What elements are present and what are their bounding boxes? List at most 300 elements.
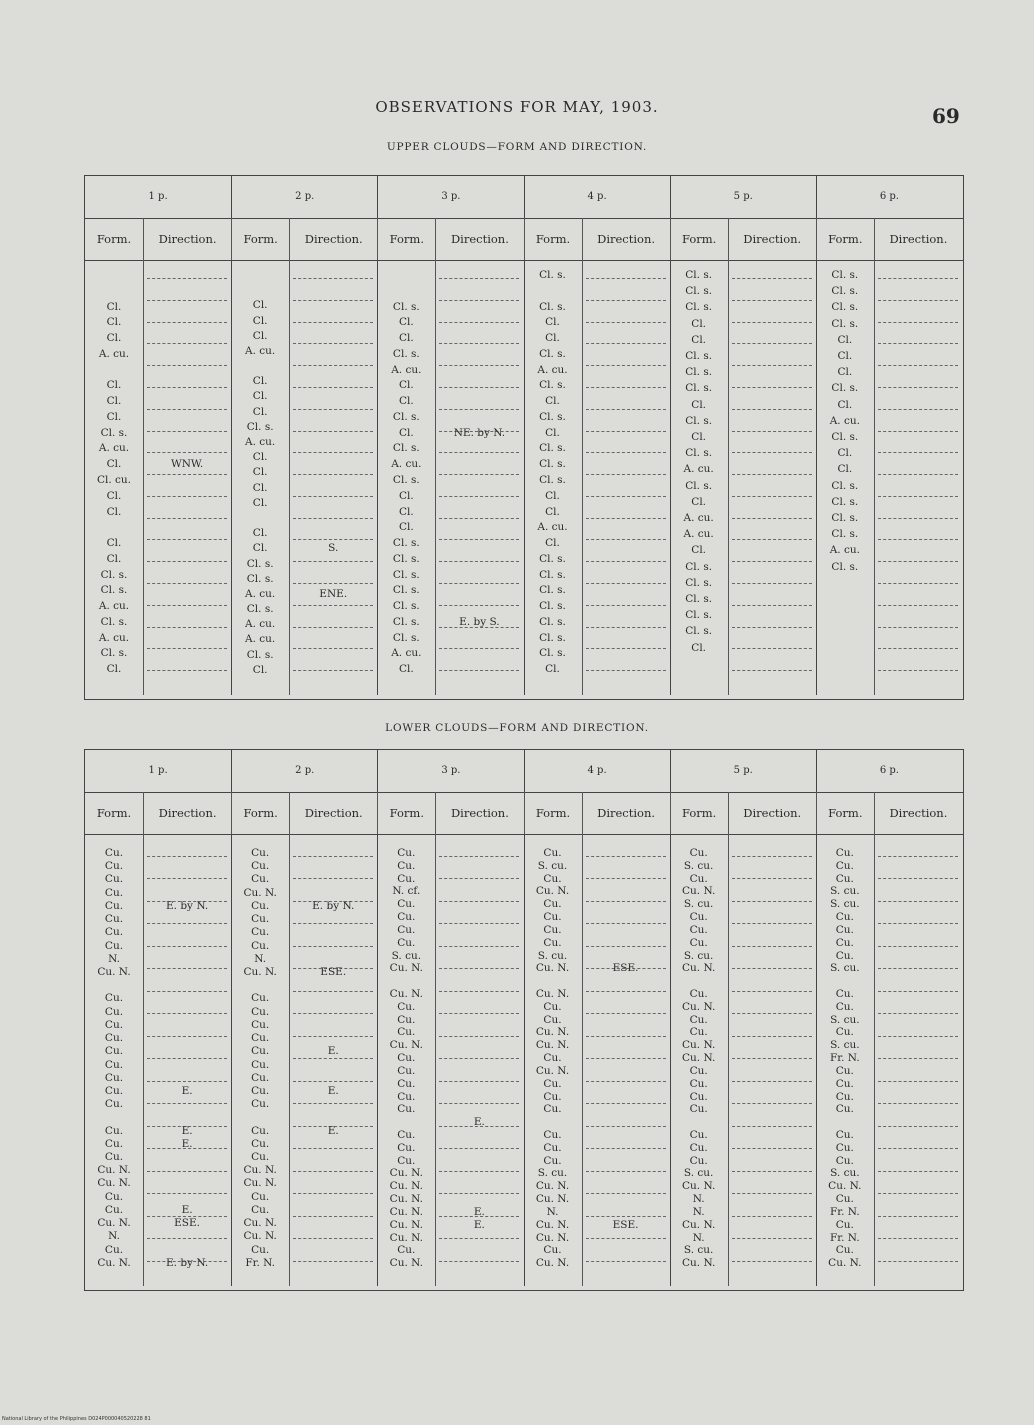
dashed-rule bbox=[147, 278, 227, 279]
form-entry: Cu. bbox=[104, 1071, 124, 1084]
form-entry: Cu. bbox=[251, 1124, 270, 1137]
form-entry: Cl. bbox=[545, 426, 560, 439]
dashed-rule bbox=[147, 627, 227, 628]
direction-header: Direction. bbox=[874, 792, 962, 834]
form-column-4 bbox=[524, 848, 582, 1283]
form-entry: Cl. s. bbox=[685, 609, 713, 622]
form-entry: Cl. s. bbox=[392, 615, 420, 628]
dashed-rule bbox=[878, 365, 958, 366]
dashed-rule bbox=[586, 583, 666, 584]
dashed-rule bbox=[586, 1238, 666, 1239]
form-entry: Cu. bbox=[251, 1190, 270, 1203]
dashed-rule bbox=[293, 1216, 373, 1217]
form-entry: Cu. N. bbox=[681, 1180, 716, 1193]
form-entry: Cl. bbox=[252, 663, 268, 676]
form-entry: Fr. N. bbox=[829, 1205, 860, 1218]
dashed-rule bbox=[293, 1036, 373, 1037]
form-entry: Cl. cu. bbox=[96, 474, 132, 486]
hour-header-3: 3 p. bbox=[377, 750, 523, 792]
dashed-rule bbox=[732, 343, 812, 344]
dashed-rule bbox=[878, 278, 958, 279]
direction-entry: E. bbox=[473, 1116, 485, 1129]
form-entry: Cu. bbox=[397, 898, 416, 911]
direction-entry: E. bbox=[181, 1137, 193, 1150]
form-entry: Cl. bbox=[252, 375, 268, 388]
form-entry: Cu. bbox=[251, 913, 270, 926]
direction-entry: ESE. bbox=[320, 965, 347, 978]
form-entry: Cl. bbox=[252, 451, 268, 464]
dashed-rule bbox=[147, 923, 227, 924]
dashed-rule bbox=[147, 561, 227, 562]
dashed-rule bbox=[293, 1081, 373, 1082]
form-entry: Cl. s. bbox=[831, 431, 859, 443]
dashed-rule bbox=[732, 322, 812, 323]
form-column-1 bbox=[85, 270, 143, 692]
form-entry: A. cu. bbox=[829, 544, 860, 557]
form-entry: Cu. bbox=[397, 911, 416, 924]
form-entry: S. cu. bbox=[830, 898, 860, 911]
form-entry: A. cu. bbox=[683, 463, 714, 476]
dashed-rule bbox=[147, 946, 227, 947]
dashed-rule bbox=[439, 583, 519, 584]
form-entry: Cl. bbox=[106, 410, 122, 423]
dashed-rule bbox=[147, 1171, 227, 1172]
dashed-rule bbox=[293, 1103, 373, 1104]
dashed-rule bbox=[293, 991, 373, 992]
dashed-rule bbox=[293, 474, 373, 475]
hour-header-5: 5 p. bbox=[670, 750, 816, 792]
dashed-rule bbox=[878, 1216, 958, 1217]
hour-header-6: 6 p. bbox=[816, 750, 962, 792]
dashed-rule bbox=[147, 670, 227, 671]
direction-header: Direction. bbox=[728, 792, 816, 834]
dashed-rule bbox=[147, 968, 227, 969]
form-entry: A. cu. bbox=[391, 647, 422, 660]
dashed-rule bbox=[293, 431, 373, 432]
form-header: Form. bbox=[377, 218, 435, 260]
form-entry: Cu. N. bbox=[389, 1218, 423, 1231]
form-entry: Cl. s. bbox=[831, 269, 859, 281]
dashed-rule bbox=[293, 946, 373, 947]
dashed-rule bbox=[878, 648, 958, 649]
form-header: Form. bbox=[231, 792, 289, 834]
dashed-rule bbox=[878, 991, 958, 992]
form-entry: Cl. s. bbox=[831, 479, 859, 492]
dashed-rule bbox=[439, 670, 519, 671]
form-entry: Cu. bbox=[251, 939, 270, 952]
form-entry: Cl. s. bbox=[246, 420, 274, 433]
dashed-rule bbox=[586, 1261, 666, 1262]
form-entry: Cu. N. bbox=[97, 965, 131, 978]
form-entry: S. cu. bbox=[683, 1167, 714, 1180]
form-entry: Cl. s. bbox=[539, 269, 566, 281]
dashed-rule bbox=[878, 946, 958, 947]
form-entry: Cu. bbox=[251, 1203, 270, 1216]
form-entry: Cu. N. bbox=[389, 1193, 423, 1206]
form-entry: A. cu. bbox=[391, 458, 422, 471]
form-entry: Cu. N. bbox=[535, 988, 570, 1000]
form-entry: Cl. bbox=[252, 314, 268, 327]
dashed-rule bbox=[732, 991, 812, 992]
form-entry: Cu. bbox=[397, 1026, 416, 1039]
form-entry: Cu. bbox=[835, 911, 854, 924]
dashed-rule bbox=[878, 1238, 958, 1239]
form-entry: Cu. bbox=[251, 873, 270, 886]
form-entry: S. cu. bbox=[683, 1244, 714, 1257]
form-entry: Cu. bbox=[104, 992, 124, 1005]
direction-entry: S. bbox=[328, 542, 339, 555]
dashed-rule bbox=[293, 496, 373, 497]
form-entry: Cl. s. bbox=[246, 603, 274, 616]
dashed-rule bbox=[732, 518, 812, 519]
dashed-rule bbox=[878, 1148, 958, 1149]
form-entry: Cl. bbox=[106, 489, 122, 502]
dashed-rule bbox=[147, 856, 227, 857]
dashed-rule bbox=[732, 968, 812, 969]
form-entry: Cl. s. bbox=[685, 269, 713, 281]
form-entry: Cl. s. bbox=[831, 285, 859, 298]
dashed-rule bbox=[586, 878, 666, 879]
dashed-rule bbox=[586, 1013, 666, 1014]
dashed-rule bbox=[293, 923, 373, 924]
dashed-rule bbox=[586, 1103, 666, 1104]
form-entry: Cl. bbox=[545, 332, 560, 345]
dashed-rule bbox=[147, 431, 227, 432]
hour-header-1: 1 p. bbox=[148, 191, 168, 202]
dashed-rule bbox=[878, 1126, 958, 1127]
form-entry: N. bbox=[254, 952, 267, 965]
form-entry: Cu. bbox=[397, 1000, 416, 1013]
form-entry: Cu. bbox=[104, 1243, 124, 1256]
dashed-rule bbox=[732, 923, 812, 924]
form-entry: Cu. N. bbox=[535, 1257, 570, 1270]
form-entry: Cu. bbox=[543, 1244, 562, 1257]
dashed-rule bbox=[586, 856, 666, 857]
form-entry: Cu. bbox=[689, 1090, 708, 1103]
form-entry: Cu. bbox=[835, 1090, 854, 1103]
form-entry: Cu. bbox=[104, 886, 124, 899]
form-entry: Cu. bbox=[397, 1052, 416, 1065]
form-column-2 bbox=[231, 270, 289, 692]
form-entry: Cl. s. bbox=[685, 350, 713, 362]
direction-column-6 bbox=[874, 848, 962, 1283]
form-entry: Cl. bbox=[691, 431, 707, 443]
direction-column-3 bbox=[435, 848, 523, 1283]
form-entry: Cu. bbox=[835, 1129, 854, 1141]
form-entry: Cu. bbox=[543, 1103, 562, 1116]
form-entry: Cu. bbox=[397, 872, 416, 885]
form-entry: Cu. bbox=[397, 1244, 416, 1257]
hour-header-3: 3 p. bbox=[377, 176, 523, 218]
dashed-rule bbox=[293, 1148, 373, 1149]
dashed-rule bbox=[732, 539, 812, 540]
dashed-rule bbox=[439, 1081, 519, 1082]
upper-clouds-title: UPPER CLOUDS—FORM AND DIRECTION. bbox=[386, 141, 648, 153]
dashed-rule bbox=[439, 648, 519, 649]
form-entry: Cu. bbox=[104, 913, 124, 926]
dashed-rule bbox=[878, 300, 958, 301]
form-entry: Cu. bbox=[543, 1077, 562, 1090]
dashed-rule bbox=[439, 1103, 519, 1104]
direction-column-4 bbox=[582, 270, 670, 692]
dashed-rule bbox=[293, 605, 373, 606]
form-header: Form. bbox=[524, 218, 582, 260]
dashed-rule bbox=[147, 878, 227, 879]
form-entry: Cl. bbox=[691, 495, 707, 508]
form-entry: Cl. s. bbox=[831, 528, 859, 541]
lower-clouds-title: LOWER CLOUDS—FORM AND DIRECTION. bbox=[385, 722, 649, 734]
form-entry: A. cu. bbox=[537, 363, 568, 376]
form-entry: Cl. bbox=[545, 489, 560, 502]
form-entry: Cu. bbox=[689, 1154, 708, 1167]
form-entry: Cu. bbox=[543, 923, 562, 936]
dashed-rule bbox=[147, 605, 227, 606]
dashed-rule bbox=[293, 1238, 373, 1239]
form-entry: Cl. bbox=[545, 395, 560, 408]
form-entry: Cu. bbox=[397, 936, 416, 949]
form-entry: Cu. N. bbox=[97, 1177, 131, 1190]
form-entry: Cu. N. bbox=[243, 1230, 277, 1243]
form-entry: Cu. N. bbox=[389, 1205, 423, 1218]
form-entry: Cl. bbox=[252, 466, 268, 479]
form-entry: Cu. N. bbox=[389, 1257, 423, 1270]
form-entry: Cu. bbox=[543, 1013, 562, 1026]
direction-column-5 bbox=[728, 270, 816, 692]
page-title: OBSERVATIONS FOR MAY, 1903. bbox=[375, 98, 659, 116]
dashed-rule bbox=[732, 387, 812, 388]
form-entry: S. cu. bbox=[391, 949, 422, 962]
dashed-rule bbox=[293, 322, 373, 323]
hour-header-6: 6 p. bbox=[816, 176, 962, 218]
dashed-rule bbox=[732, 1081, 812, 1082]
dashed-rule bbox=[878, 878, 958, 879]
form-entry: Fr. N. bbox=[829, 1052, 860, 1065]
form-entry: S. cu. bbox=[537, 859, 568, 872]
dashed-rule bbox=[439, 387, 519, 388]
form-entry: Cu. bbox=[543, 1141, 562, 1154]
form-entry: Cu. bbox=[835, 859, 854, 872]
form-entry: Cu. bbox=[104, 1137, 124, 1150]
form-entry: Cu. N. bbox=[243, 886, 277, 899]
dashed-rule bbox=[147, 343, 227, 344]
form-entry: Cl. s. bbox=[685, 625, 713, 638]
dashed-rule bbox=[586, 1081, 666, 1082]
form-entry: Cu. bbox=[104, 860, 124, 873]
dashed-rule bbox=[293, 452, 373, 453]
direction-entry: WNW. bbox=[170, 458, 204, 471]
form-entry: Fr. N. bbox=[829, 1231, 860, 1244]
dashed-rule bbox=[147, 496, 227, 497]
form-entry: Cu. bbox=[835, 1141, 854, 1154]
form-entry: Cu. bbox=[251, 1045, 270, 1058]
direction-header: Direction. bbox=[289, 792, 377, 834]
dashed-rule bbox=[878, 627, 958, 628]
form-entry: Cu. bbox=[543, 911, 562, 924]
dashed-rule bbox=[439, 474, 519, 475]
dashed-rule bbox=[147, 1058, 227, 1059]
form-column-5 bbox=[670, 270, 728, 692]
form-entry: Cl. s. bbox=[685, 285, 713, 298]
form-entry: A. cu. bbox=[829, 414, 860, 427]
form-entry: A. cu. bbox=[245, 633, 276, 646]
form-entry: Cu. bbox=[104, 1032, 124, 1045]
form-entry: Cl. bbox=[398, 426, 414, 439]
form-entry: S. cu. bbox=[537, 1167, 568, 1180]
form-entry: S. cu. bbox=[537, 949, 568, 962]
dashed-rule bbox=[439, 1036, 519, 1037]
dashed-rule bbox=[586, 1036, 666, 1037]
form-entry: Cu. bbox=[543, 898, 562, 911]
form-entry: Cl. s. bbox=[685, 366, 713, 379]
dashed-rule bbox=[293, 365, 373, 366]
form-entry: S. cu. bbox=[683, 949, 714, 962]
form-entry: Cu. bbox=[397, 1090, 416, 1103]
form-entry: Cu. bbox=[835, 1218, 854, 1231]
dashed-rule bbox=[732, 1148, 812, 1149]
form-entry: Cl. bbox=[106, 395, 122, 408]
direction-entry: E. by N. bbox=[165, 1256, 209, 1269]
form-entry: Cu. bbox=[397, 1077, 416, 1090]
form-entry: N. bbox=[108, 1230, 120, 1243]
direction-column-1 bbox=[143, 270, 231, 692]
dashed-rule bbox=[439, 878, 519, 879]
hour-header-2: 2 p. bbox=[231, 750, 377, 792]
form-entry: N. bbox=[692, 1193, 705, 1206]
form-entry: Cl. s. bbox=[539, 615, 566, 628]
form-entry: Cl. bbox=[106, 316, 122, 329]
form-entry: Cl. bbox=[252, 542, 268, 555]
dashed-rule bbox=[439, 539, 519, 540]
form-entry: Cu. bbox=[251, 1084, 270, 1097]
form-entry: Cl. bbox=[837, 398, 853, 411]
form-entry: Cu. N. bbox=[243, 1177, 277, 1190]
dashed-rule bbox=[293, 1193, 373, 1194]
dashed-rule bbox=[586, 923, 666, 924]
form-entry: Cu. N. bbox=[681, 1257, 716, 1270]
dashed-rule bbox=[732, 1171, 812, 1172]
direction-column-1 bbox=[143, 848, 231, 1283]
form-entry: Cl. bbox=[106, 663, 122, 676]
dashed-rule bbox=[878, 1036, 958, 1037]
form-entry: Cu. N. bbox=[243, 1164, 277, 1177]
direction-column-3 bbox=[435, 270, 523, 692]
dashed-rule bbox=[732, 648, 812, 649]
hour-header-row bbox=[85, 750, 963, 793]
form-entry: Cl. bbox=[398, 379, 414, 392]
form-entry: Cl. bbox=[545, 505, 560, 518]
form-entry: Cl. bbox=[252, 390, 268, 403]
dashed-rule bbox=[293, 387, 373, 388]
direction-header: Direction. bbox=[143, 218, 231, 260]
dashed-rule bbox=[878, 605, 958, 606]
form-entry: Cl. s. bbox=[539, 300, 566, 313]
form-header: Form. bbox=[377, 792, 435, 834]
dashed-rule bbox=[147, 474, 227, 475]
dashed-rule bbox=[439, 518, 519, 519]
dashed-rule bbox=[732, 431, 812, 432]
form-entry: Cu. bbox=[835, 936, 854, 949]
form-column-5 bbox=[670, 848, 728, 1283]
form-entry: Cu. bbox=[104, 1203, 124, 1216]
form-entry: Cu. bbox=[397, 1064, 416, 1077]
form-entry: Cu. bbox=[251, 992, 270, 1005]
dashed-rule bbox=[439, 605, 519, 606]
dashed-rule bbox=[147, 648, 227, 649]
form-entry: Cl. s. bbox=[539, 379, 566, 392]
form-entry: Cl. s. bbox=[392, 474, 420, 486]
dashed-rule bbox=[439, 365, 519, 366]
form-entry: Cl. bbox=[837, 447, 853, 460]
form-entry: S. cu. bbox=[683, 859, 714, 872]
form-entry: Cu. bbox=[835, 1154, 854, 1167]
dashed-rule bbox=[586, 561, 666, 562]
form-entry: Cu. bbox=[835, 1026, 854, 1039]
dashed-rule bbox=[878, 561, 958, 562]
dashed-rule bbox=[439, 901, 519, 902]
direction-header: Direction. bbox=[582, 218, 670, 260]
form-entry: Cu. bbox=[397, 1141, 416, 1154]
form-entry: Cu. N. bbox=[681, 962, 716, 975]
form-entry: Cl. s. bbox=[831, 495, 859, 508]
dashed-rule bbox=[732, 561, 812, 562]
form-header: Form. bbox=[231, 218, 289, 260]
form-entry: Cl. bbox=[545, 663, 560, 676]
form-entry: A. cu. bbox=[245, 618, 276, 631]
form-header: Form. bbox=[670, 218, 728, 260]
column-header-row bbox=[85, 792, 963, 835]
form-entry: Cu. bbox=[251, 926, 270, 939]
dashed-rule bbox=[293, 409, 373, 410]
hour-header-2: 2 p. bbox=[231, 176, 377, 218]
direction-header: Direction. bbox=[143, 792, 231, 834]
dashed-rule bbox=[878, 583, 958, 584]
form-entry: Cu. bbox=[397, 1103, 416, 1116]
dashed-rule bbox=[147, 322, 227, 323]
form-entry: Cu. bbox=[104, 1058, 124, 1071]
form-entry: Cl. bbox=[398, 521, 414, 534]
dashed-rule bbox=[147, 539, 227, 540]
form-entry: Cu. bbox=[543, 872, 562, 885]
dashed-rule bbox=[586, 300, 666, 301]
form-entry: Cl. s. bbox=[100, 647, 128, 660]
form-entry: Cu. bbox=[689, 1077, 708, 1090]
form-entry: Cu. bbox=[689, 872, 708, 885]
form-entry: Cl. bbox=[398, 663, 414, 676]
dashed-rule bbox=[147, 1081, 227, 1082]
form-entry: Cu. bbox=[835, 872, 854, 885]
form-entry: N. bbox=[108, 952, 120, 965]
form-entry: Cu. bbox=[689, 936, 708, 949]
dashed-rule bbox=[878, 474, 958, 475]
dashed-rule bbox=[147, 583, 227, 584]
dashed-rule bbox=[586, 1193, 666, 1194]
dashed-rule bbox=[732, 1126, 812, 1127]
direction-entry: E. bbox=[181, 1203, 193, 1216]
form-entry: Cl. bbox=[545, 537, 560, 550]
form-entry: Cl. bbox=[837, 333, 853, 346]
form-entry: Cu. N. bbox=[389, 1167, 423, 1180]
dashed-rule bbox=[586, 474, 666, 475]
form-entry: Cl. s. bbox=[685, 560, 713, 573]
dashed-rule bbox=[732, 409, 812, 410]
dashed-rule bbox=[293, 670, 373, 671]
dashed-rule bbox=[878, 539, 958, 540]
dashed-rule bbox=[293, 878, 373, 879]
form-entry: A. cu. bbox=[98, 442, 130, 455]
form-column-1 bbox=[85, 848, 143, 1283]
lower-clouds-table bbox=[84, 749, 964, 1291]
form-entry: Cl. s. bbox=[831, 560, 859, 573]
